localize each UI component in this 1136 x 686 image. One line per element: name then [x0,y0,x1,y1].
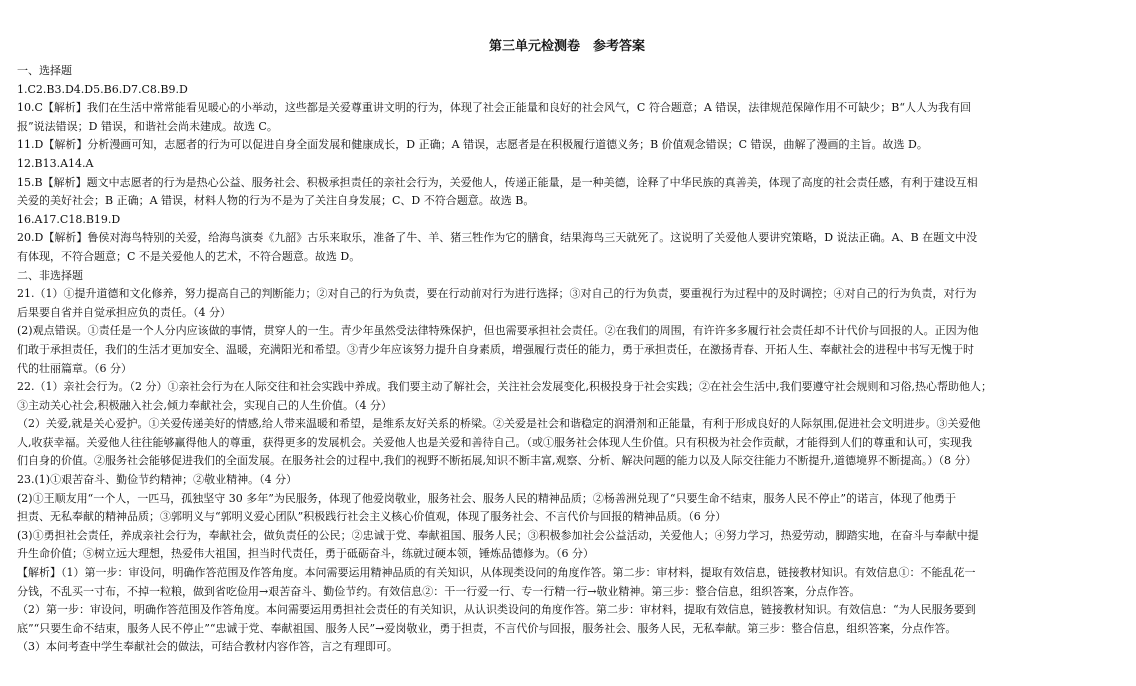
text-line: 人,收获幸福。关爱他人往往能够赢得他人的尊重，获得更多的发展机会。关爱他人也是关爱和善待自己。（或①服务社会体现人生价值。只有积极为社会作贡献，才能得到人们的尊重和认可，实现我 [17,435,972,449]
text-line: 15.B【解析】题文中志愿者的行为是热心公益、服务社会、积极承担责任的亲社会行为，关爱他人，传递正能量，是一种美德，诠释了中华民族的真善美，体现了高度的社会责任感，有利于建设互相 [17,175,978,189]
text-line: （2）第一步：审设问，明确作答范围及作答角度。本问需要运用勇担社会责任的有关知识，从认识类设问的角度作答。第二步：审材料，提取有效信息，链接教材知识。有效信息：“为人民服务要到 [17,603,976,617]
text-line: （2）关爱,就是关心爱护。①关爱传递美好的情感,给人带来温暖和希望，是维系友好关系的桥梁。②关爱是社会和谐稳定的润滑剂和正能量，有利于形成良好的人际氛围,促进社会文明进步。③关爱他 [17,417,981,431]
text-line: 1.C2.B3.D4.D5.B6.D7.C8.B9.D [17,82,188,96]
text-line: （3）本问考查中学生奉献社会的做法，可结合教材内容作答，言之有理即可。 [17,640,398,654]
text-line: 分钱，不乱买一寸布，不掉一粒粮，做到省吃俭用→艰苦奋斗、勤俭节约。有效信息②：干一行爱一行、专一行精一行→敬业精神。第三步：整合信息，组织答案，分点作答。 [17,584,861,598]
text-line: 23.(1)①艰苦奋斗、勤俭节约精神；②敬业精神。（4 分） [17,473,298,487]
answer-document [17,38,1117,657]
text-line: 有体现，不符合题意；C 不是关爱他人的艺术，不符合题意。故选 D。 [17,249,361,263]
text-line: 们敢于承担责任，我们的生活才更加安全、温暖，充满阳光和希望。③青少年应该努力提升自身素质，增强履行责任的能力，勇于承担责任，在激扬青春、开拓人生、奉献社会的进程中书写无愧于时 [17,342,974,356]
text-line: 底”“只要生命不结束，服务人民不停止”“忠诚于党、奉献祖国、服务人民”→爱岗敬业，勇于担责，不言代价与回报，服务社会、服务人民，无私奉献。第三步：整合信息，组织答案，分点作答。 [17,621,957,635]
text-line: 20.D【解析】鲁侯对海鸟特别的关爱，给海鸟演奏《九韶》古乐来取乐，准备了牛、羊、猪三牲作为它的膳食，结果海鸟三天就死了。这说明了关爱他人要讲究策略，D 说法正确。A、B 在题文中没 [17,231,978,245]
text-line: 们自身的价值。②服务社会能够促进我们的全面发展。在服务社会的过程中,我们的视野不断拓展,知识不断丰富,观察、分析、解决问题的能力以及人际交往能力不断提升,道德境界不断提高。）（8 分） [17,454,977,468]
text-line: 担责、无私奉献的精神品质；③郭明义与“郭明义爱心团队”积极践行社会主义核心价值观，体现了服务社会、不言代价与回报的精神品质。（6 分） [17,510,727,524]
text-line: (2)观点错误。①责任是一个人分内应该做的事情，贯穿人的一生。青少年虽然受法律特殊保护，但也需要承担社会责任。②在我们的周围，有许许多多履行社会责任却不计代价与回报的人。正因为他 [17,324,979,338]
text-line: 关爱的美好社会；B 正确；A 错误，材料人物的行为不是为了关注自身发展；C、D 不符合题意。故选 B。 [17,194,535,208]
text-line: 后果要自省并自觉承担应负的责任。（4 分） [17,305,231,319]
text-line: 21.（1）①提升道德和文化修养，努力提高自己的判断能力；②对自己的行为负责，要在行动前对行为进行选择；③对自己的行为负责，要重视行为过程中的及时调控；④对自己的行为负责，对行为 [17,287,977,301]
text-line: 二、非选择题 [17,268,83,282]
text-line: 10.C【解析】我们在生活中常常能看见暖心的小举动，这些都是关爱尊重讲文明的行为，体现了社会正能量和良好的社会风气，C 符合题意；A 错误，法律规范保障作用不可缺少；B“人人为我有回 [17,101,971,115]
text-line: 11.D【解析】分析漫画可知，志愿者的行为可以促进自身全面发展和健康成长，D 正确；A 错误，志愿者是在积极履行道德义务；B 价值观念错误；C 错误，曲解了漫画的主旨。故选 D。 [17,138,928,152]
text-line: 报”说法错误；D 错误，和谐社会尚未建成。故选 C。 [17,119,278,133]
text-line: 代的壮丽篇章。（6 分） [17,361,132,375]
text-line: 升生命价值；⑤树立远大理想，热爱伟大祖国，担当时代责任，勇于砥砺奋斗，练就过硬本领，锤炼品德修为。（6 分） [17,547,594,561]
text-line: (2)①王顺友用“一个人，一匹马，孤独坚守 30 多年”为民服务，体现了他爱岗敬业，服务社会、服务人民的精神品质；②杨善洲兑现了“只要生命不结束，服务人民不停止”的诺言，体现了他勇于 [17,491,957,505]
answer-body [17,62,1117,657]
text-line: 16.A17.C18.B19.D [17,212,121,226]
page-title: 第三单元检测卷 参考答案 [488,39,645,54]
text-line: (3)①勇担社会责任，养成亲社会行为，奉献社会，做负责任的公民；②忠诚于党、奉献祖国、服务人民；③积极参加社会公益活动，关爱他人；④努力学习，热爱劳动，脚踏实地，在奋斗与奉献中提 [17,528,979,542]
text-line: 12.B13.A14.A [17,156,94,170]
text-line: 【解析】（1）第一步：审设问，明确作答范围及作答角度。本问需要运用精神品质的有关知识，从体现类设问的角度作答。第二步：审材料，提取有效信息，链接教材知识。有效信息①：不能乱花一 [17,566,976,580]
text-line: ③主动关心社会,积极融入社会,倾力奉献社会，实现自己的人生价值。（4 分） [17,398,392,412]
text-line: 22.（1）亲社会行为。（2 分）①亲社会行为在人际交往和社会实践中养成。我们要主动了解社会，关注社会发展变化,积极投身于社会实践；②在社会生活中,我们要遵守社会规则和习俗,热心帮助他人； [17,380,992,394]
text-line: 一、选择题 [17,64,72,77]
